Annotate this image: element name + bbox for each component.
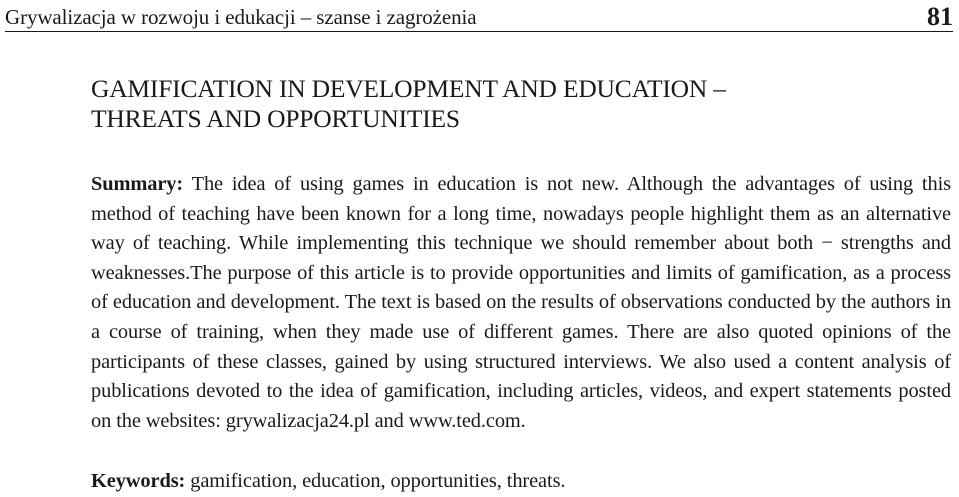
keywords-label: Keywords: — [91, 470, 186, 492]
page-number: 81 — [927, 2, 953, 31]
summary-text: The idea of using games in education is not new. Although the advantages of using this method of teaching have been known for a long time, nowadays people highlight them as an alternative way of teaching. While implementing this technique we should remember about both − strengths and weaknesses.The purpose of this article is to provide opportunities and limits of gamification, as a process of education and development. The text is based on the results of observations conducted by the authors in a course of training, when they made use of different games. There are also quoted opinions of the participants of these classes, gained by using structured interviews. We also used a content analysis of publications devoted to the idea of gamification, including articles, videos, and expert statements posted on the websites: grywalizacja24.pl and www.ted.com. — [91, 173, 951, 432]
summary-paragraph — [91, 170, 951, 436]
article-title — [91, 74, 726, 134]
summary-label: Summary: — [91, 173, 184, 195]
running-title: Grywalizacja w rozwoju i edukacji – szanse i zagrożenia — [5, 5, 477, 29]
keywords-line — [91, 467, 565, 496]
running-header — [5, 3, 953, 32]
keywords-text: gamification, education, opportunities, threats. — [185, 470, 566, 492]
article-title-line-1: GAMIFICATION IN DEVELOPMENT AND EDUCATION – — [91, 74, 726, 103]
article-title-line-2: THREATS AND OPPORTUNITIES — [91, 104, 460, 133]
